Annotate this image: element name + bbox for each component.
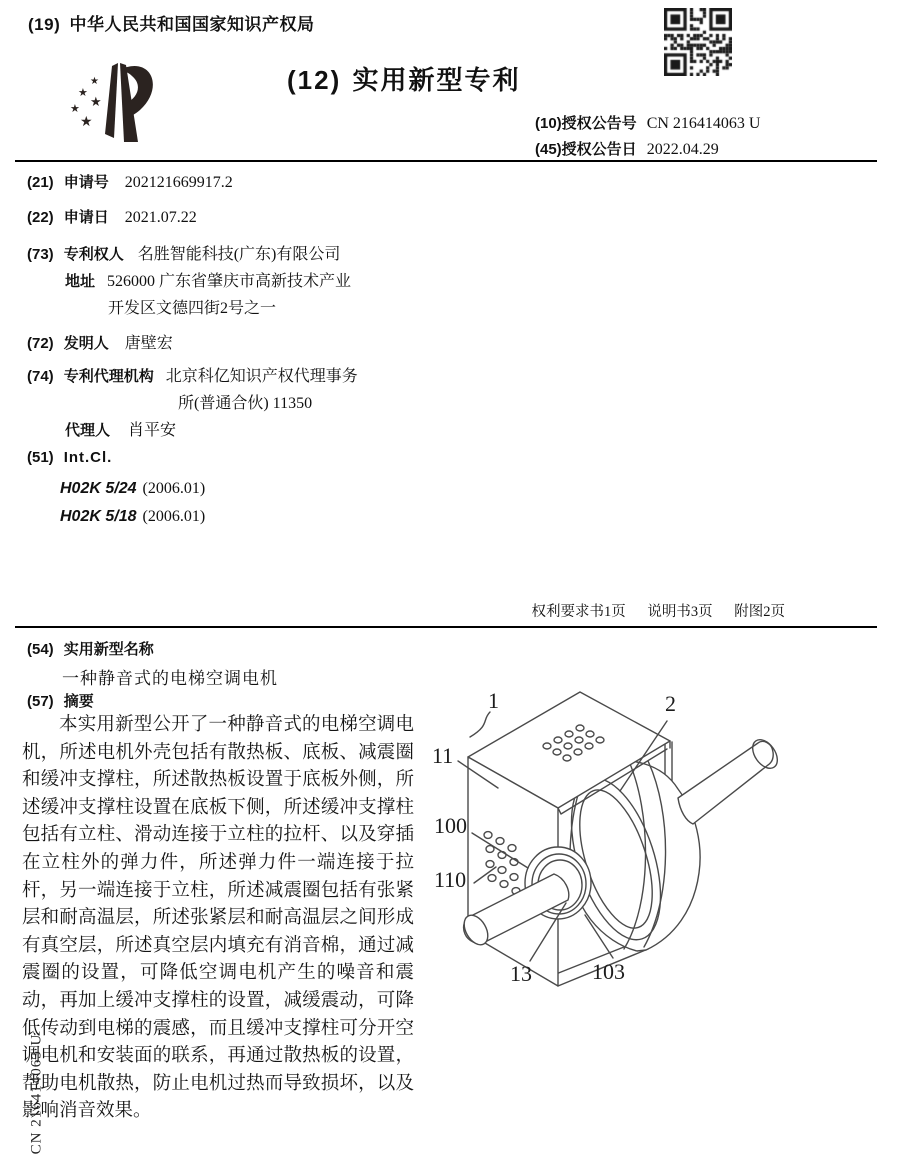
ref-103: 103	[592, 959, 625, 984]
row-application-date	[27, 206, 197, 227]
drawings-pages: 附图2页	[734, 604, 785, 620]
qr-code	[664, 8, 732, 76]
ref-100: 100	[434, 813, 467, 838]
inventor-label: 发明人	[63, 335, 109, 352]
leader-1	[470, 712, 490, 737]
app-date-value: 2021.07.22	[124, 209, 197, 226]
patentee-value: 名胜智能科技(广东)有限公司	[137, 246, 341, 263]
patentee-label: 专利权人	[63, 246, 124, 263]
abstract-code: (57)	[27, 693, 54, 710]
intcl-version-1: (2006.01)	[142, 480, 206, 497]
office-line	[28, 10, 314, 35]
agency-code: (74)	[27, 368, 54, 385]
office-name: 中华人民共和国国家知识产权局	[69, 15, 315, 34]
title-code: (54)	[27, 641, 54, 658]
row-abstract-label	[27, 690, 94, 711]
abstract-text: 本实用新型公开了一种静音式的电梯空调电机，所述电机外壳包括有散热板、底板、减震圈和缓冲支撑柱，所述散热板设置于底板外侧，所述缓冲支撑柱设置在底板下侧，所述缓冲支撑柱包括有立柱、滑动连接于立柱的拉杆、以及穿插在立柱外的弹力件，所述弹力件一端连接于拉杆，另一端连接于立柱，所述减震圈包括有张紧层和耐高温层，所述张紧层和耐高温层之间形成有真空层，所述真空层内填充有消音棉，通过减震圈的设置，可降低空调电机产生的噪音和震动，再加上缓冲支撑柱的设置，减缓震动，可降低传动到电梯的震感，而且缓冲支撑柱可分开空调电机和安装面的联系，再通过散热板的设置，帮助电机散热，防止电机过热而导致损坏，以及影响消音效果。	[22, 715, 414, 1122]
title-label: 实用新型名称	[63, 641, 154, 658]
svg-text:★: ★	[90, 94, 102, 109]
pub-date-value: 2022.04.29	[646, 141, 719, 158]
intcl-label: Int.Cl.	[63, 449, 113, 466]
ref-110: 110	[434, 867, 467, 892]
intcl-code: (51)	[27, 449, 54, 466]
kind-code: (12)	[287, 65, 342, 95]
agency-line1: 北京科亿知识产权代理事务	[165, 368, 358, 385]
app-date-label: 申请日	[63, 209, 109, 226]
agency-line2: 所(普通合伙) 11350	[178, 395, 313, 412]
address-line1: 526000 广东省肇庆市高新技术产业	[107, 273, 352, 290]
agent-value: 肖平安	[128, 422, 177, 439]
ref-13: 13	[510, 961, 532, 986]
intcl-entry-1	[60, 480, 205, 498]
app-no-label: 申请号	[63, 174, 109, 191]
address-label: 地址	[65, 273, 96, 290]
ref-1: 1	[488, 688, 499, 713]
cnipa-logo	[60, 54, 166, 146]
office-code: (19)	[28, 15, 61, 34]
header-divider	[15, 160, 877, 162]
svg-text:★: ★	[78, 87, 88, 99]
pages-summary	[400, 600, 785, 621]
inventor-value: 唐壁宏	[124, 335, 173, 352]
pub-date-label: (45)授权公告日	[535, 141, 637, 158]
claims-pages: 权利要求书1页	[531, 604, 626, 620]
row-application-number	[27, 171, 233, 192]
right-shaft	[678, 741, 773, 824]
patent-drawing	[420, 663, 890, 995]
ref-11: 11	[432, 743, 454, 768]
intcl-class-1: H02K 5/24	[60, 480, 137, 497]
row-agency	[27, 363, 358, 386]
intcl-entry-2	[60, 508, 205, 526]
row-patentee	[27, 241, 340, 264]
pub-number-line	[535, 112, 760, 133]
ref-2: 2	[665, 691, 676, 716]
svg-text:★: ★	[80, 115, 93, 130]
svg-text:★: ★	[70, 103, 80, 115]
abstract-label: 摘要	[63, 693, 94, 710]
pub-number-value: CN 216414063 U	[646, 115, 761, 132]
address-line2: 开发区文德四街2号之一	[108, 300, 277, 317]
pub-date-line	[535, 138, 719, 159]
intcl-version-2: (2006.01)	[142, 508, 206, 525]
row-address	[65, 268, 351, 291]
vertical-doc-id: CN 216414063 U	[28, 1033, 45, 1155]
kind-line	[287, 60, 521, 97]
mid-divider	[15, 626, 877, 628]
invention-title: 一种静音式的电梯空调电机	[62, 669, 278, 688]
kind-title: 实用新型专利	[352, 65, 521, 95]
agency-label: 专利代理机构	[63, 368, 154, 385]
row-title-label	[27, 638, 154, 659]
inventor-code: (72)	[27, 335, 54, 352]
app-no-code: (21)	[27, 174, 54, 191]
row-inventor	[27, 330, 173, 353]
row-intcl	[27, 449, 112, 467]
row-agent	[65, 417, 176, 440]
app-no-value: 202121669917.2	[124, 174, 233, 191]
agent-label: 代理人	[65, 422, 111, 439]
patentee-code: (73)	[27, 246, 54, 263]
description-pages: 说明书3页	[647, 604, 713, 620]
intcl-class-2: H02K 5/18	[60, 508, 137, 525]
svg-text:★: ★	[90, 76, 99, 87]
app-date-code: (22)	[27, 209, 54, 226]
pub-number-label: (10)授权公告号	[535, 115, 637, 132]
